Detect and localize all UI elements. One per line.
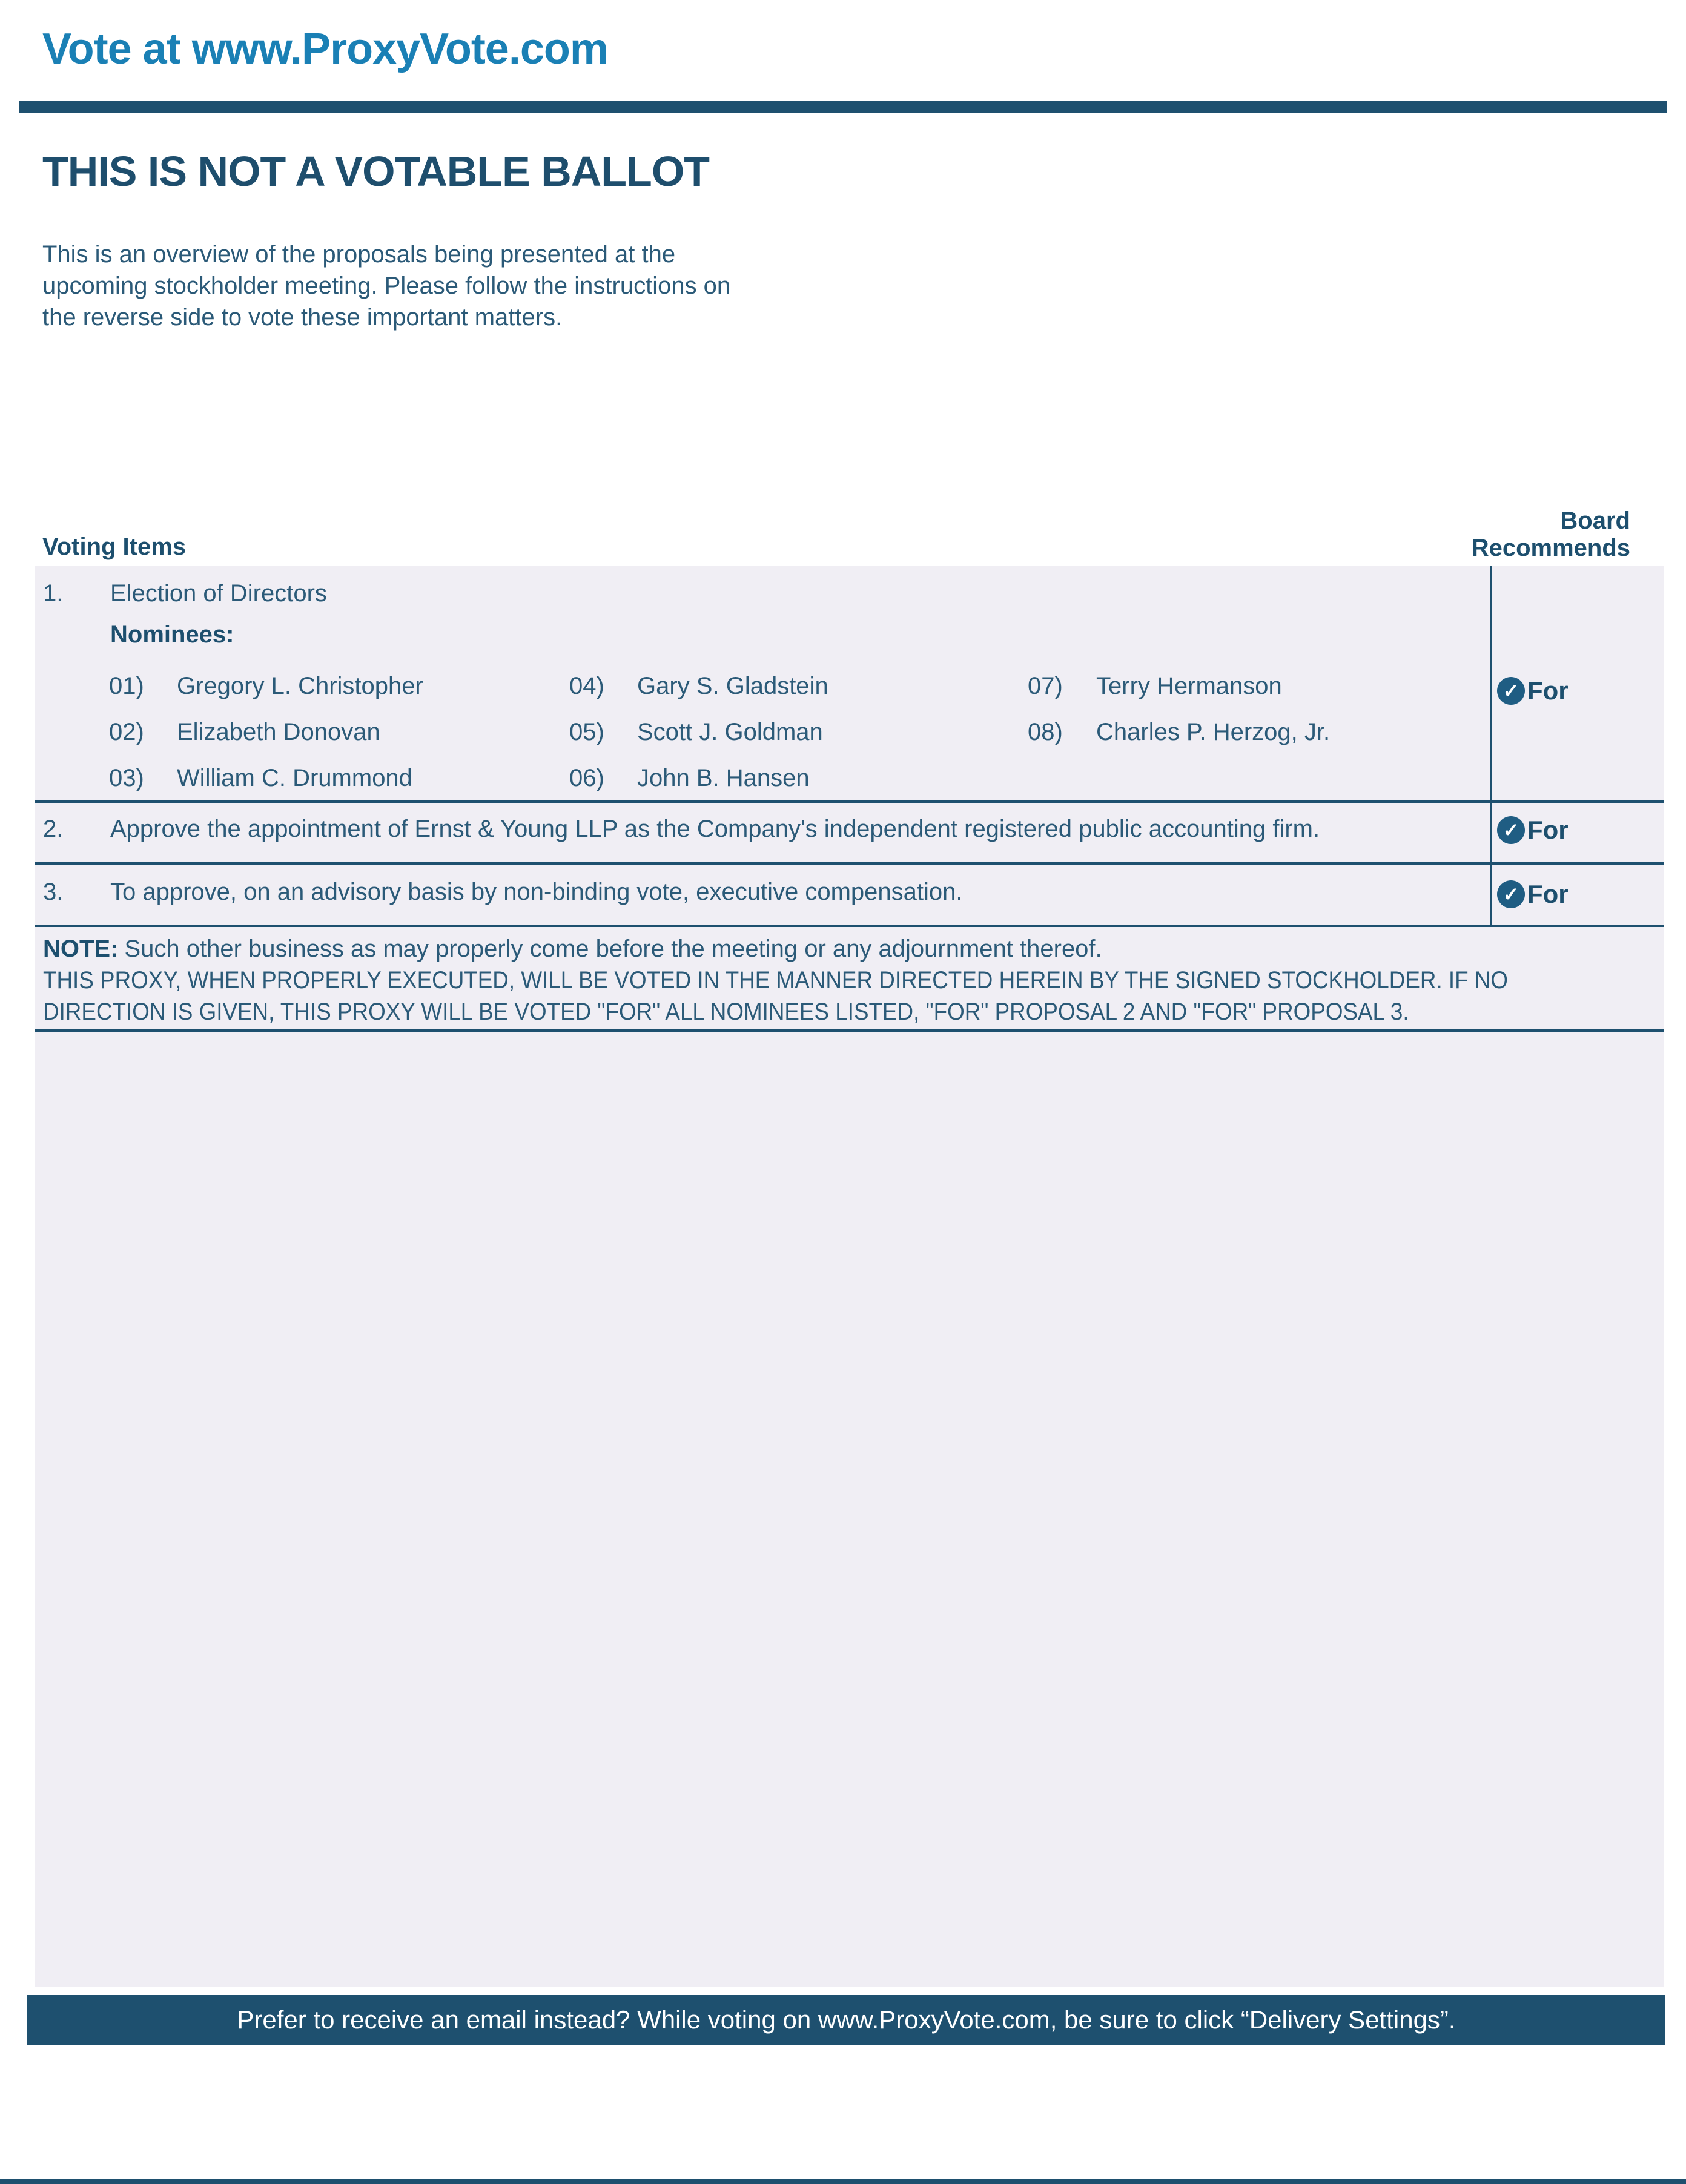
recommendation-cell	[1497, 816, 1569, 845]
nominee-number: 02)	[109, 719, 144, 745]
header-divider	[19, 101, 1667, 113]
recommendation-cell	[1497, 880, 1569, 909]
board-recommends-header	[1472, 507, 1630, 562]
nominee-number: 01)	[109, 673, 144, 699]
item-title: To approve, on an advisory basis by non-binding vote, executive compensation.	[110, 879, 963, 905]
check-circle-icon: ✓	[1497, 880, 1525, 908]
row-divider	[35, 800, 1664, 803]
item-number: 2.	[43, 816, 64, 842]
nominee-number: 08)	[1028, 719, 1063, 745]
intro-line: upcoming stockholder meeting. Please follow the instructions on	[42, 272, 731, 299]
item-title: Approve the appointment of Ernst & Young LLP as the Company's independent registered public accounting firm.	[110, 816, 1320, 842]
intro-line: the reverse side to vote these important matters.	[42, 304, 563, 331]
footer-message: Prefer to receive an email instead? While voting on www.ProxyVote.com, be sure to click “Delivery Settings”.	[237, 2005, 1456, 2034]
item-number: 3.	[43, 879, 64, 905]
nominee-name: Gregory L. Christopher	[177, 673, 423, 699]
nominee-number: 06)	[569, 765, 604, 791]
bottom-edge-rule	[0, 2179, 1686, 2184]
note-line-1	[43, 935, 1102, 963]
board-recommends-line: Recommends	[1471, 535, 1630, 561]
item-number: 1.	[43, 580, 64, 607]
nominee-name: Elizabeth Donovan	[177, 719, 380, 745]
row-divider	[35, 862, 1664, 865]
voting-items-header: Voting Items	[42, 533, 187, 560]
nominee-name: Charles P. Herzog, Jr.	[1096, 719, 1331, 745]
recommendation-label: For	[1527, 676, 1569, 705]
footer-banner	[27, 1995, 1665, 2045]
nominee-number: 05)	[569, 719, 604, 745]
voting-items-table	[35, 566, 1664, 1987]
nominee-number: 04)	[569, 673, 604, 699]
nominee-name: John B. Hansen	[637, 765, 810, 791]
recommendation-label: For	[1527, 816, 1569, 844]
nominee-name: Gary S. Gladstein	[637, 673, 828, 699]
nominees-label: Nominees:	[110, 621, 234, 648]
intro-paragraph	[42, 239, 730, 333]
note-bottom-divider	[35, 1029, 1664, 1032]
note-line-2: THIS PROXY, WHEN PROPERLY EXECUTED, WILL BE VOTED IN THE MANNER DIRECTED HEREIN BY THE SIGNED STOCKHOLDER. IF NO	[43, 967, 1509, 994]
nominee-name: Terry Hermanson	[1096, 673, 1282, 699]
note-text: Such other business as may properly come before the meeting or any adjournment thereof.	[124, 935, 1102, 962]
note-label: NOTE:	[43, 935, 119, 962]
item-title: Election of Directors	[110, 580, 327, 607]
page-title: THIS IS NOT A VOTABLE BALLOT	[42, 148, 710, 195]
recommendation-cell	[1497, 676, 1569, 705]
check-circle-icon: ✓	[1497, 816, 1525, 844]
row-divider	[35, 925, 1664, 927]
nominee-number: 07)	[1028, 673, 1063, 699]
nominee-number: 03)	[109, 765, 144, 791]
proxyvote-url: Vote at www.ProxyVote.com	[42, 25, 608, 73]
recommendation-label: For	[1527, 880, 1569, 908]
check-circle-icon: ✓	[1497, 677, 1525, 705]
note-line-3: DIRECTION IS GIVEN, THIS PROXY WILL BE VOTED "FOR" ALL NOMINEES LISTED, "FOR" PROPOSAL 2 AND "FOR" PROPOSAL 3.	[43, 998, 1409, 1025]
recommends-column-divider	[1490, 566, 1492, 925]
board-recommends-line: Board	[1560, 507, 1630, 534]
nominee-name: Scott J. Goldman	[637, 719, 823, 745]
intro-line: This is an overview of the proposals being presented at the	[42, 241, 676, 268]
nominee-name: William C. Drummond	[177, 765, 412, 791]
